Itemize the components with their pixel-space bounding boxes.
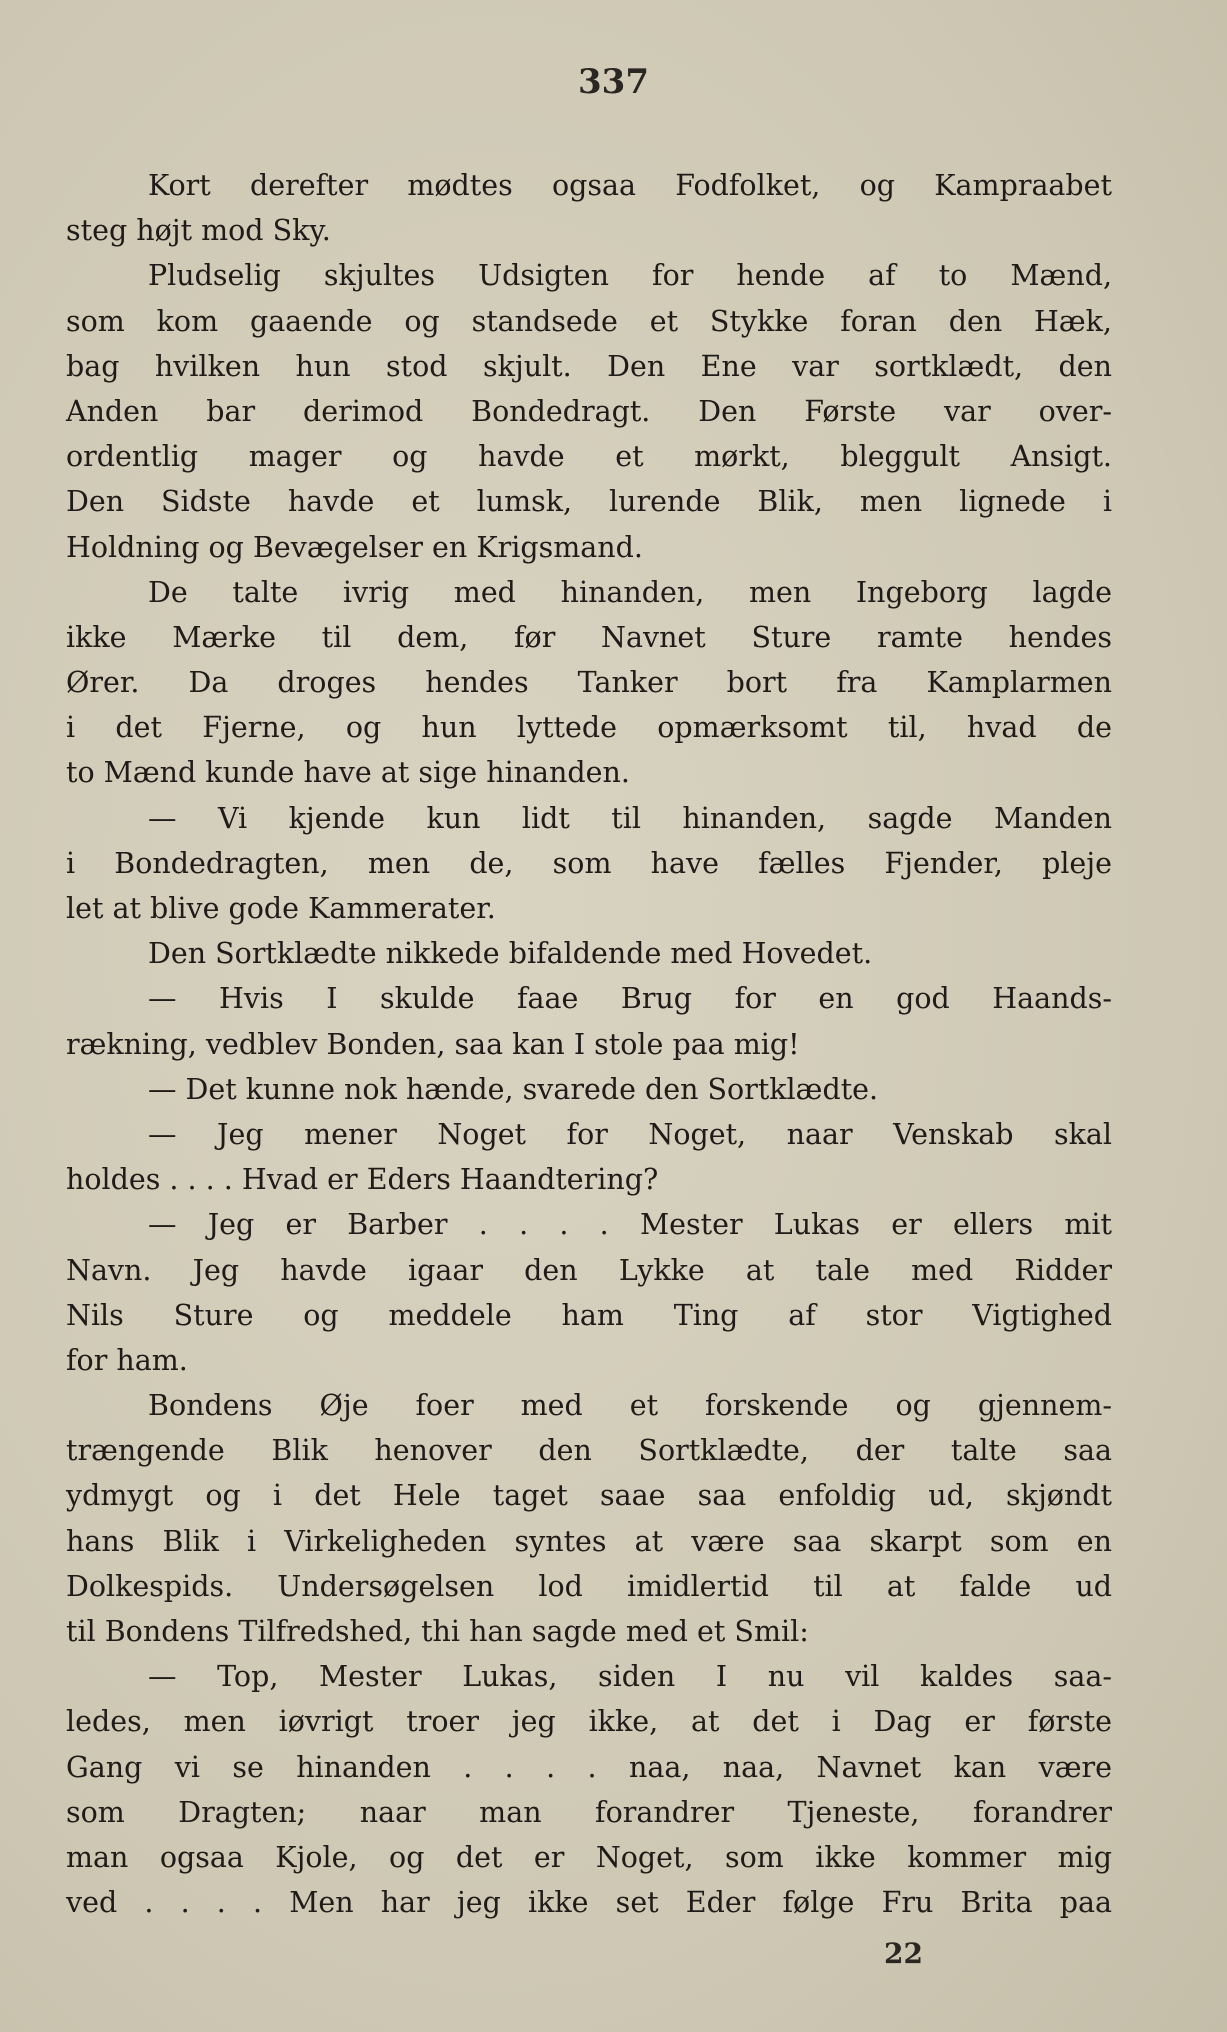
text-line: rækning, vedblev Bonden, saa kan I stole paa mig! — [66, 1027, 800, 1061]
text-line: ledes, men iøvrigt troer jeg ikke, at det i Dag er første — [66, 1705, 1112, 1739]
text-line: ydmygt og i det Hele taget saae saa enfoldig ud, skjøndt — [66, 1479, 1112, 1513]
text-line: i det Fjerne, og hun lyttede opmærksomt til, hvad de — [66, 711, 1112, 745]
text-line: man ogsaa Kjole, og det er Noget, som ikke kommer mig — [66, 1840, 1112, 1874]
text-line: Kort derefter mødtes ogsaa Fodfolket, og Kampraabet — [148, 169, 1112, 202]
text-line: Nils Sture og meddele ham Ting af stor Vigtighed — [66, 1298, 1112, 1332]
text-line: ved . . . . Men har jeg ikke set Eder følge Fru Brita paa — [66, 1886, 1112, 1920]
text-line: for ham. — [66, 1343, 188, 1377]
text-line: Dolkespids. Undersøgelsen lod imidlertid til at falde ud — [66, 1569, 1112, 1603]
text-line: De talte ivrig med hinanden, men Ingeborg lagde — [148, 575, 1112, 609]
text-line: ikke Mærke til dem, før Navnet Sture ramte hendes — [66, 620, 1112, 654]
text-line: Anden bar derimod Bondedragt. Den Første var over- — [66, 394, 1112, 428]
text-line: — Hvis I skulde faae Brug for en god Haands- — [148, 982, 1112, 1016]
text-line: Ører. Da droges hendes Tanker bort fra Kamplarmen — [66, 666, 1112, 700]
text-line: to Mænd kunde have at sige hinanden. — [66, 756, 630, 790]
text-line: Navn. Jeg havde igaar den Lykke at tale med Ridder — [66, 1253, 1112, 1287]
text-line: Den Sortklædte nikkede bifaldende med Hovedet. — [148, 937, 873, 971]
text-line: steg højt mod Sky. — [66, 214, 331, 248]
text-line: i Bondedragten, men de, som have fælles Fjender, pleje — [66, 846, 1112, 880]
text-line: hans Blik i Virkeligheden syntes at være saa skarpt som en — [66, 1524, 1112, 1558]
text-line: Gang vi se hinanden . . . . naa, naa, Navnet kan være — [66, 1750, 1112, 1784]
page-number: 337 — [578, 62, 649, 102]
text-line: Den Sidste havde et lumsk, lurende Blik, men lignede i — [66, 485, 1112, 519]
text-line: — Jeg mener Noget for Noget, naar Venskab skal — [148, 1117, 1112, 1151]
text-line: Bondens Øje foer med et forskende og gjennem- — [148, 1389, 1112, 1423]
text-line: til Bondens Tilfredshed, thi han sagde med et Smil: — [66, 1615, 809, 1648]
text-line: holdes . . . . Hvad er Eders Haandtering? — [66, 1163, 659, 1197]
text-line: Holdning og Bevægelser en Krigsmand. — [66, 530, 643, 564]
text-line: trængende Blik henover den Sortklædte, der talte saa — [66, 1434, 1112, 1468]
text-line: — Jeg er Barber . . . . Mester Lukas er ellers mit — [148, 1208, 1112, 1242]
text-line: — Top, Mester Lukas, siden I nu vil kaldes saa- — [148, 1660, 1112, 1694]
text-line: Pludselig skjultes Udsigten for hende af to Mænd, — [148, 259, 1112, 293]
text-line: som Dragten; naar man forandrer Tjeneste, forandrer — [66, 1795, 1112, 1829]
text-line: ordentlig mager og havde et mørkt, bleggult Ansigt. — [66, 440, 1112, 474]
text-line: — Det kunne nok hænde, svarede den Sortklædte. — [148, 1072, 879, 1106]
text-line: som kom gaaende og standsede et Stykke foran den Hæk, — [66, 304, 1112, 338]
text-line: — Vi kjende kun lidt til hinanden, sagde Manden — [148, 801, 1112, 835]
text-line: bag hvilken hun stod skjult. Den Ene var sortklædt, den — [66, 349, 1112, 383]
body-text — [66, 163, 1112, 1925]
text-line: let at blive gode Kammerater. — [66, 892, 496, 925]
signature-mark: 22 — [884, 1937, 923, 1970]
